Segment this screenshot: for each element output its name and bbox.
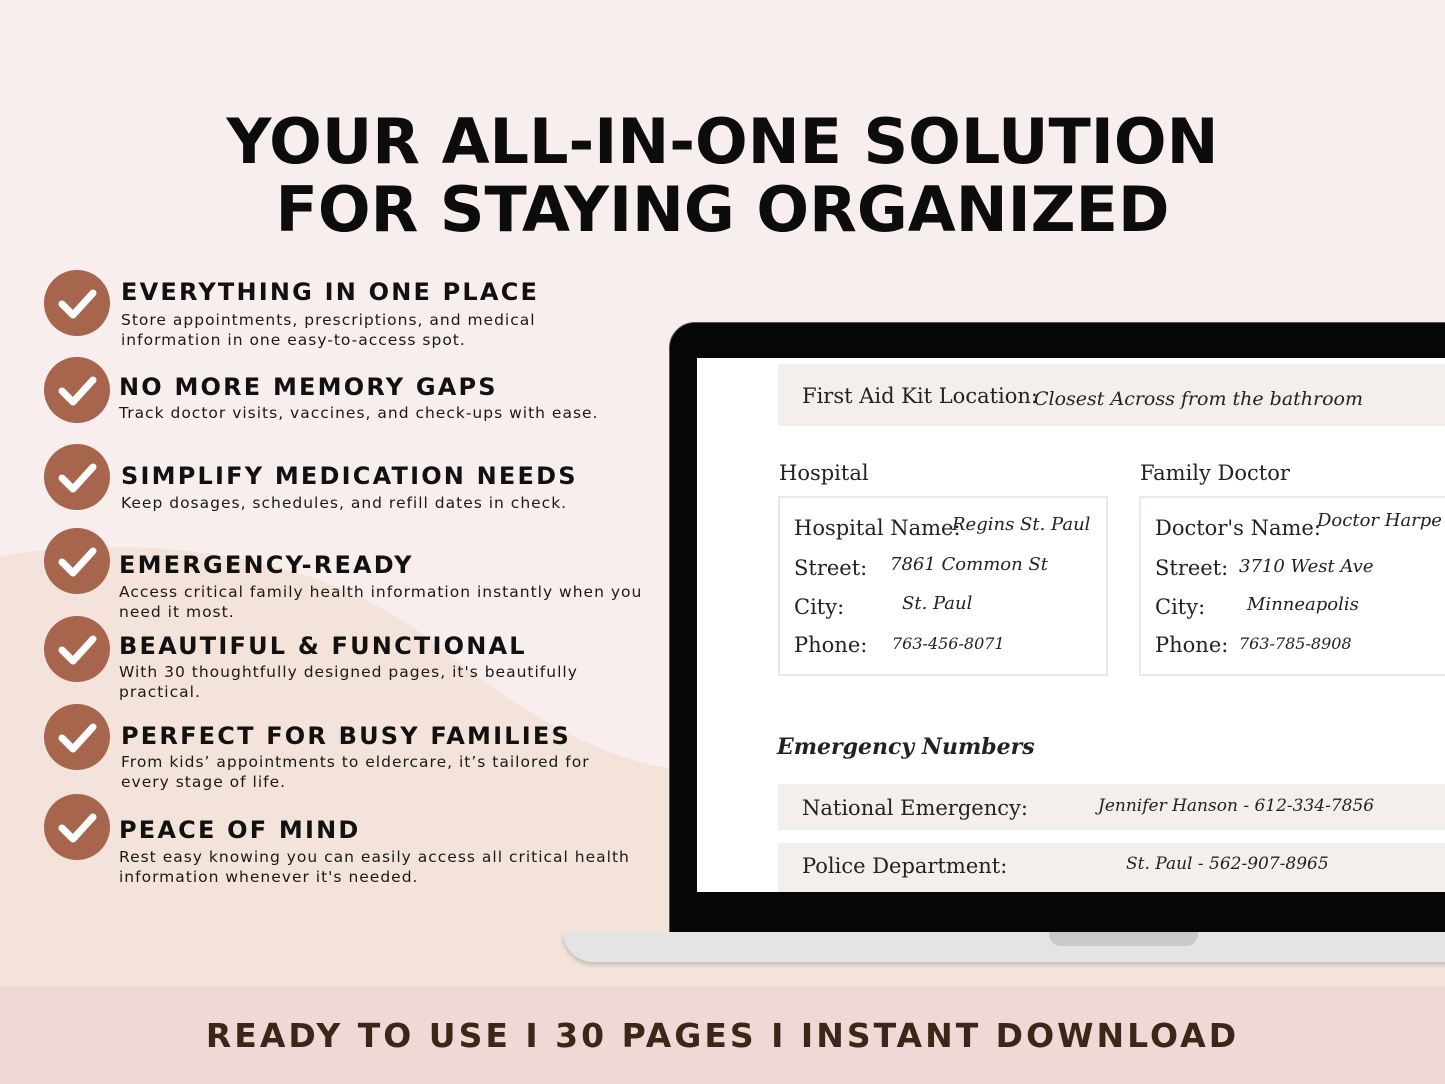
- emergency-row-label: Police Department:: [802, 854, 1008, 878]
- doctor-street-value: 3710 West Ave: [1239, 556, 1374, 577]
- feature-title: PERFECT FOR BUSY FAMILIES: [121, 722, 571, 750]
- doctor-name-value: Doctor Harpe: [1317, 510, 1442, 531]
- feature-title: BEAUTIFUL & FUNCTIONAL: [119, 632, 527, 660]
- feature-description: Rest easy knowing you can easily access all critical health information whenever it's needed.: [119, 848, 630, 886]
- hospital-name-value: Regins St. Paul: [952, 514, 1091, 535]
- emergency-row: [778, 843, 1445, 892]
- headline: [0, 105, 1445, 246]
- hospital-heading: Hospital: [779, 461, 869, 485]
- hospital-phone-value: 763-456-8071: [892, 634, 1005, 653]
- check-icon: [44, 704, 110, 770]
- doctor-card: [1139, 496, 1445, 676]
- hospital-street-value: 7861 Common St: [890, 554, 1048, 575]
- check-icon: [44, 616, 110, 682]
- doctor-phone-label: Phone:: [1155, 633, 1229, 657]
- feature-title: EMERGENCY-READY: [119, 551, 414, 579]
- feature-description: From kids’ appointments to eldercare, it’s tailored for every stage of life.: [121, 753, 590, 791]
- first-aid-label: First Aid Kit Location:: [802, 384, 1039, 408]
- headline-line-2: FOR STAYING ORGANIZED: [275, 173, 1170, 246]
- emergency-row-label: National Emergency:: [802, 796, 1028, 820]
- check-icon: [44, 270, 110, 336]
- hospital-city-label: City:: [794, 595, 845, 619]
- hospital-name-label: Hospital Name:: [794, 516, 961, 540]
- laptop-screen: [697, 358, 1445, 892]
- footer-text: READY TO USE I 30 PAGES I INSTANT DOWNLOAD: [205, 1016, 1240, 1055]
- feature-description: Track doctor visits, vaccines, and check-ups with ease.: [119, 404, 599, 422]
- doctor-street-label: Street:: [1155, 556, 1229, 580]
- feature-description: With 30 thoughtfully designed pages, it's beautifully practical.: [119, 663, 578, 701]
- footer-banner: [0, 986, 1445, 1084]
- feature-title: EVERYTHING IN ONE PLACE: [121, 278, 540, 306]
- first-aid-row: [778, 364, 1445, 426]
- doctor-name-label: Doctor's Name:: [1155, 516, 1321, 540]
- emergency-row-value: Jennifer Hanson - 612-334-7856: [1098, 796, 1375, 816]
- feature-description: Store appointments, prescriptions, and medical information in one easy-to-access spot.: [121, 311, 536, 349]
- doctor-phone-value: 763-785-8908: [1239, 634, 1352, 653]
- feature-description: Keep dosages, schedules, and refill dates in check.: [121, 494, 568, 512]
- feature-title: PEACE OF MIND: [119, 816, 361, 844]
- check-icon: [44, 444, 110, 510]
- laptop-notch: [1049, 932, 1198, 946]
- emergency-row-value: St. Paul - 562-907-8965: [1126, 854, 1329, 874]
- emergency-row: [778, 784, 1445, 830]
- check-icon: [44, 357, 110, 423]
- hospital-phone-label: Phone:: [794, 633, 868, 657]
- check-icon: [44, 528, 110, 594]
- doctor-city-value: Minneapolis: [1247, 594, 1359, 615]
- feature-description: Access critical family health information instantly when you need it most.: [119, 583, 643, 621]
- hospital-card: [778, 496, 1108, 676]
- doctor-city-label: City:: [1155, 595, 1206, 619]
- laptop-base: [563, 932, 1445, 962]
- headline-line-1: YOUR ALL-IN-ONE SOLUTION: [226, 105, 1219, 178]
- check-icon: [44, 794, 110, 860]
- emergency-heading: Emergency Numbers: [777, 734, 1035, 760]
- doctor-heading: Family Doctor: [1140, 461, 1290, 485]
- feature-title: NO MORE MEMORY GAPS: [119, 373, 498, 401]
- hospital-street-label: Street:: [794, 556, 868, 580]
- hospital-city-value: St. Paul: [902, 593, 973, 614]
- feature-title: SIMPLIFY MEDICATION NEEDS: [121, 462, 578, 490]
- first-aid-value: Closest Across from the bathroom: [1034, 388, 1364, 410]
